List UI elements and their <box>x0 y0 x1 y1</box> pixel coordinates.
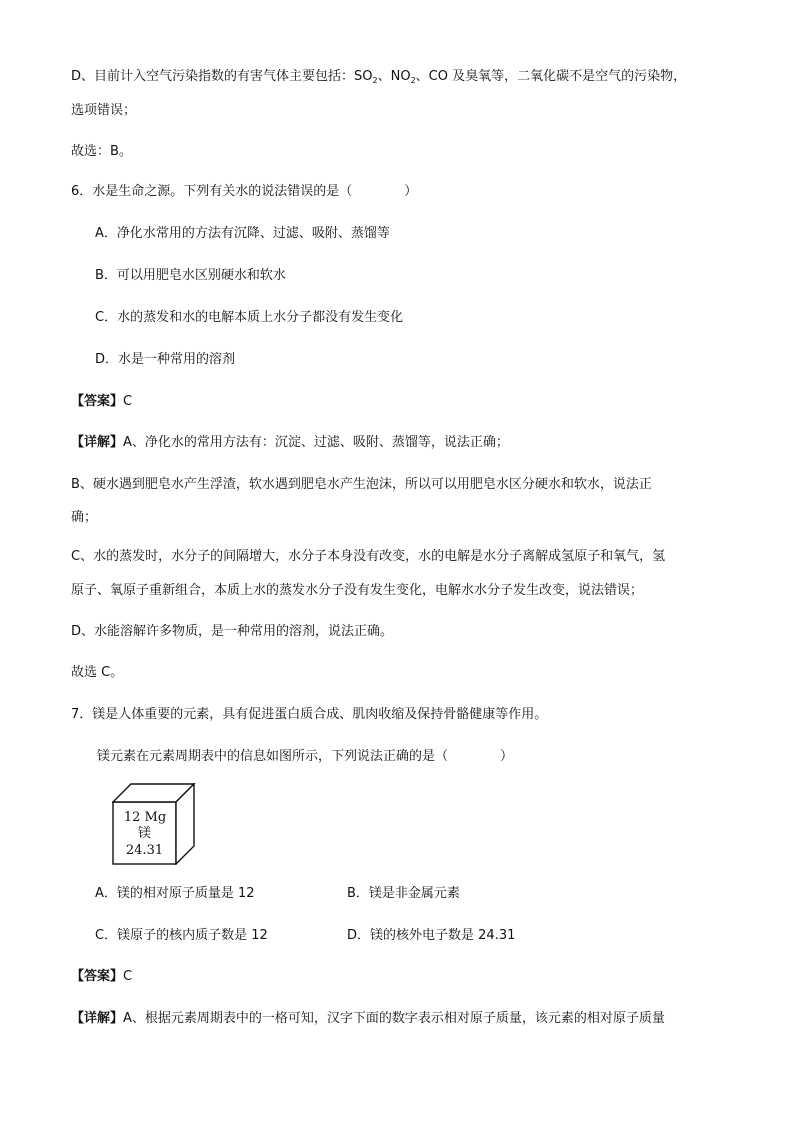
q7-answer <box>71 968 132 986</box>
answer-value: C <box>123 394 133 409</box>
q6-detail-b-line2: 确； <box>71 510 98 525</box>
atomic-number: 12 <box>123 810 141 825</box>
element-symbol: Mg <box>144 810 167 825</box>
q6-option-c: C．水的蒸发和水的电解本质上水分子都没有发生变化 <box>95 310 404 325</box>
q7-stem-line2: 镁元素在元素周期表中的信息如图所示，下列说法正确的是（ ） <box>97 749 514 764</box>
q6-answer <box>71 393 132 411</box>
q7-options-row1 <box>95 885 255 903</box>
q6-detail-c-line2: 原子、氧原子重新组合，本质上水的蒸发水分子没有发生变化，电解水水分子发生改变，说法错误； <box>71 583 644 598</box>
q7-option-d: D．镁的核外电子数是 24.31 <box>347 928 516 943</box>
q5-option-d-explanation-line1: D、目前计入空气污染指数的有害气体主要包括：$SO_2$、$NO_2$、CO 及臭氧等，二氧化碳不是空气的污染物， <box>71 69 687 85</box>
q6-option-b: B．可以用肥皂水区别硬水和软水 <box>95 268 286 283</box>
q6-stem: 6．水是生命之源。下列有关水的说法错误的是（ ） <box>71 184 418 199</box>
q6-option-d: D．水是一种常用的溶剂 <box>95 352 236 367</box>
q6-detail-b-line1: B、硬水遇到肥皂水产生浮渣，软水遇到肥皂水产生泡沫，所以可以用肥皂水区分硬水和软水，说法正 <box>71 477 652 492</box>
answer-label: 【答案】 <box>71 394 124 409</box>
q7-stem-line1: 7．镁是人体重要的元素，具有促进蛋白质合成、肌肉收缩及保持骨骼健康等作用。 <box>71 707 548 722</box>
detail-label: 【详解】 <box>71 435 124 450</box>
q7-detail-a: 【详解】A、根据元素周期表中的一格可知，汉字下面的数字表示相对原子质量，该元素的相对原子质量 <box>71 1011 665 1026</box>
q7-option-a: A．镁的相对原子质量是 12 <box>95 886 255 901</box>
detail-label: 【详解】 <box>71 1011 124 1026</box>
q6-detail-d: D、水能溶解许多物质，是一种常用的溶剂，说法正确。 <box>71 624 394 639</box>
element-name: 镁 <box>137 826 151 841</box>
atomic-mass: 24.31 <box>125 843 164 858</box>
q5-option-d-explanation-line2: 选项错误； <box>71 103 137 118</box>
q6-detail-c-line1: C、水的蒸发时，水分子的间隔增大，水分子本身没有改变，水的电解是水分子离解成氢原子和氧气，氢 <box>71 549 666 564</box>
q6-detail-a: 【详解】A、净化水的常用方法有：沉淀、过滤、吸附、蒸馏等，说法正确； <box>71 435 509 450</box>
answer-label: 【答案】 <box>71 969 124 984</box>
q5-conclusion: 故选：B。 <box>71 144 132 159</box>
q6-option-a: A．净化水常用的方法有沉降、过滤、吸附、蒸馏等 <box>95 226 390 241</box>
element-number-symbol <box>122 810 168 825</box>
answer-value: C <box>123 969 133 984</box>
q7-option-b: B．镁是非金属元素 <box>347 886 460 901</box>
q6-conclusion: 故选 C。 <box>71 665 124 680</box>
element-cell-figure <box>112 783 196 865</box>
q7-option-c: C．镁原子的核内质子数是 12 <box>95 928 268 943</box>
